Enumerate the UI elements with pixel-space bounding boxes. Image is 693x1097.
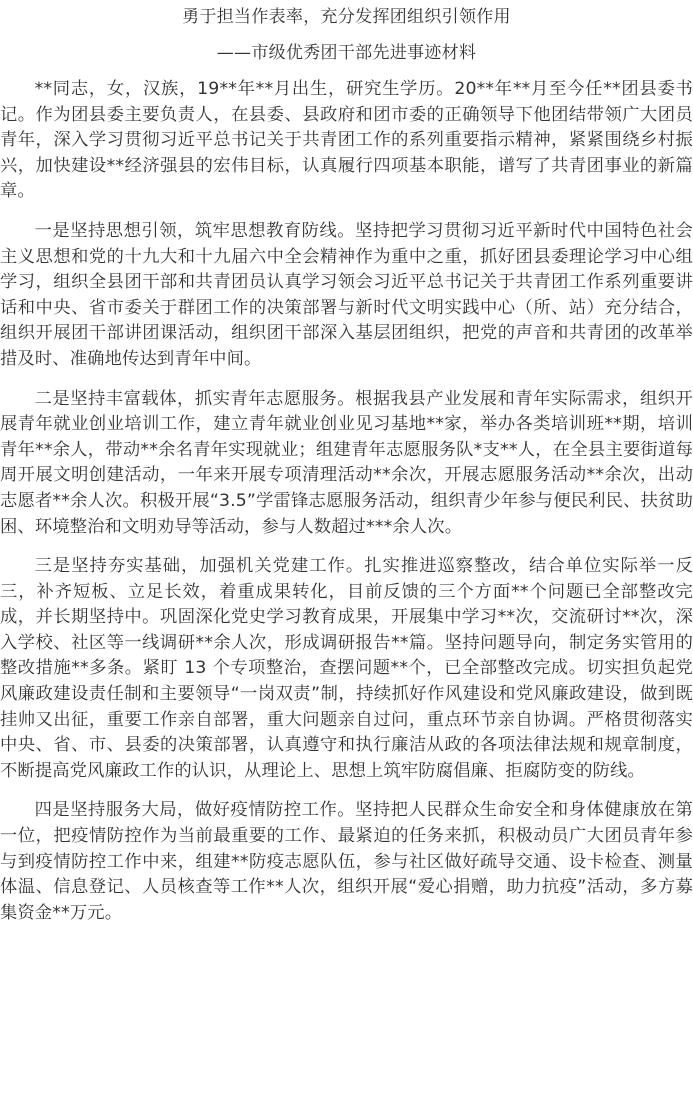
document-subtitle: ——市级优秀团干部先进事迹材料 [216,43,477,63]
paragraph-ideological-guidance: 一是坚持思想引领，筑牢思想教育防线。坚持把学习贯彻习近平新时代中国特色社会主义思想和党的十九大和十九届六中全会精神作为重中之重，抓好团县委理论学习中心组学习，组织全县团干部和共青团员认真学习领会习近平总书记关于共青团工作系列重要讲话和中央、省市委关于群团工作的决策部署与新时代文明实践中心（所、站）充分结合，组织开展团干部讲团课活动，组织团干部深入基层团组织，把党的声音和共青团的改革举措及时、准确地传达到青年中间。 [0,220,693,369]
document-title: 勇于担当作表率，充分发挥团组织引领作用 [182,7,511,27]
paragraph-party-building: 三是坚持夯实基础，加强机关党建工作。扎实推进巡察整改，结合单位实际举一反三，补齐短板、立足长效，着重成果转化，目前反馈的三个方面**个问题已全部整改完成，并长期坚持中。巩固深化党史学习教育成果，开展集中学习**次，交流研讨**次，深入学校、社区等一线调研**余人次，形成调研报告**篇。坚持问题导向，制定务实管用的整改措施**多条。紧盯 13 个专项整治，查摆问题**个，已全部整改完成。切实担负起党风廉政建设责任制和主要领导“一岗双责”制，持续抓好作风建设和党风廉政建设，做到既挂帅又出征，重要工作亲自部署，重大问题亲自过问，重点环节亲自协调。严格贯彻落实中央、省、市、县委的决策部署，认真遵守和执行廉洁从政的各项法律法规和规章制度，不断提高党风廉政工作的认识，从理论上、思想上筑牢防腐倡廉、拒腐防变的防线。 [0,556,693,781]
paragraph-intro: **同志，女，汉族，19**年**月出生，研究生学历。20**年**月至今任**团县委书记。作为团县委主要负责人，在县委、县政府和团市委的正确领导下他团结带领广大团员青年，深入学习贯彻习近平总书记关于共青团工作的系列重要指示精神，紧紧围绕乡村振兴，加快建设**经济强县的宏伟目标，认真履行四项基本职能，谱写了共青团事业的新篇章。 [0,79,693,202]
paragraph-epidemic-prevention: 四是坚持服务大局，做好疫情防控工作。坚持把人民群众生命安全和身体健康放在第一位，把疫情防控作为当前最重要的工作、最紧迫的任务来抓，积极动员广大团员青年参与到疫情防控工作中来，组建**防疫志愿队伍，参与社区做好疏导交通、设卡检查、测量体温、信息登记、人员核查等工作**人次，组织开展“爱心捐赠，助力抗疫”活动，多方募集资金**万元。 [0,800,693,923]
paragraph-volunteer-service: 二是坚持丰富载体，抓实青年志愿服务。根据我县产业发展和青年实际需求，组织开展青年就业创业培训工作，建立青年就业创业见习基地**家，举办各类培训班**期，培训青年**余人，带动**余名青年实现就业；组建青年志愿服务队*支**人，在全县主要街道每周开展文明创建活动，一年来开展专项清理活动**余次，开展志愿服务活动**余次，出动志愿者**余人次。积极开展“3.5”学雷锋志愿服务活动，组织青少年参与便民利民、扶贫助困、环境整治和文明劝导等活动，参与人数超过***余人次。 [0,388,693,537]
